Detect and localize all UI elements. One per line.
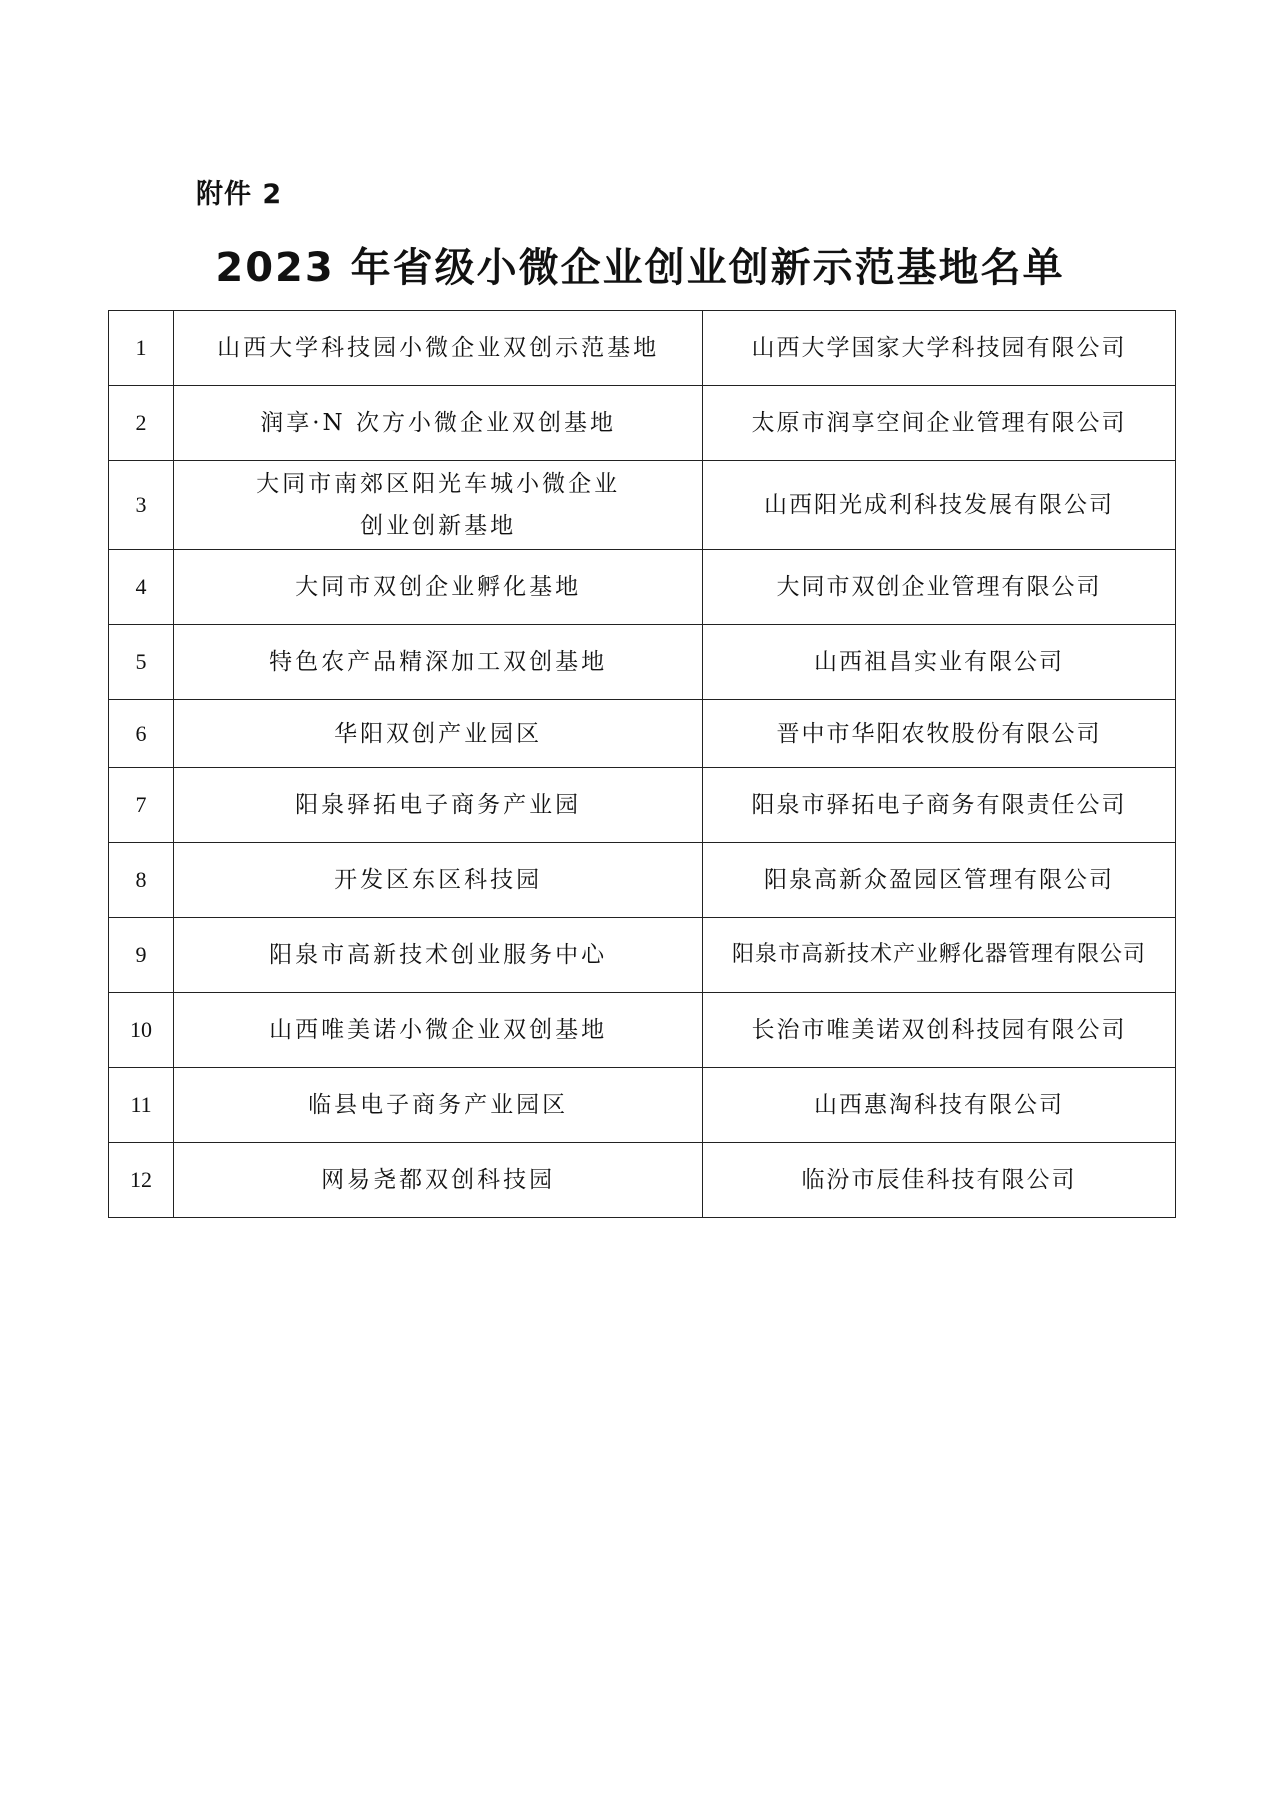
operator-company: 山西祖昌实业有限公司 (703, 625, 1176, 700)
row-number: 11 (109, 1068, 174, 1143)
base-name: 网易尧都双创科技园 (174, 1143, 703, 1218)
row-number: 5 (109, 625, 174, 700)
operator-company: 太原市润享空间企业管理有限公司 (703, 386, 1176, 461)
base-name: 山西大学科技园小微企业双创示范基地 (174, 311, 703, 386)
attachment-label: 附件 2 (196, 179, 283, 210)
operator-company: 山西惠淘科技有限公司 (703, 1068, 1176, 1143)
operator-company: 晋中市华阳农牧股份有限公司 (703, 700, 1176, 768)
row-number: 1 (109, 311, 174, 386)
row-number: 8 (109, 843, 174, 918)
row-number: 4 (109, 550, 174, 625)
table-row (109, 386, 1176, 461)
operator-company: 临汾市辰佳科技有限公司 (703, 1143, 1176, 1218)
operator-company: 阳泉高新众盈园区管理有限公司 (703, 843, 1176, 918)
operator-company: 山西大学国家大学科技园有限公司 (703, 311, 1176, 386)
row-number: 12 (109, 1143, 174, 1218)
table-row (109, 311, 1176, 386)
operator-company: 大同市双创企业管理有限公司 (703, 550, 1176, 625)
row-number: 6 (109, 700, 174, 768)
base-name: 山西唯美诺小微企业双创基地 (174, 993, 703, 1068)
row-number: 9 (109, 918, 174, 993)
demonstration-base-table (108, 310, 1176, 1218)
base-name-line: 大同市南郊区阳光车城小微企业 (256, 471, 621, 497)
operator-company: 阳泉市高新技术产业孵化器管理有限公司 (703, 918, 1176, 993)
operator-company: 长治市唯美诺双创科技园有限公司 (703, 993, 1176, 1068)
table-row (109, 700, 1176, 768)
base-name: 特色农产品精深加工双创基地 (174, 625, 703, 700)
row-number: 2 (109, 386, 174, 461)
base-name: 阳泉驿拓电子商务产业园 (174, 768, 703, 843)
base-name: 开发区东区科技园 (174, 843, 703, 918)
table-row (109, 768, 1176, 843)
operator-company: 阳泉市驿拓电子商务有限责任公司 (703, 768, 1176, 843)
table-row (109, 918, 1176, 993)
base-name: 阳泉市高新技术创业服务中心 (174, 918, 703, 993)
base-name (174, 461, 703, 550)
table-row (109, 550, 1176, 625)
table-row (109, 461, 1176, 550)
base-name: 临县电子商务产业园区 (174, 1068, 703, 1143)
row-number: 3 (109, 461, 174, 550)
base-name: 润享·N 次方小微企业双创基地 (174, 386, 703, 461)
table-row (109, 993, 1176, 1068)
operator-company: 山西阳光成利科技发展有限公司 (703, 461, 1176, 550)
page-title: 2023 年省级小微企业创业创新示范基地名单 (215, 245, 1065, 291)
table-row (109, 625, 1176, 700)
table-row (109, 1143, 1176, 1218)
base-name-line: 创业创新基地 (360, 513, 517, 539)
base-name: 华阳双创产业园区 (174, 700, 703, 768)
table-row (109, 1068, 1176, 1143)
table-row (109, 843, 1176, 918)
base-name: 大同市双创企业孵化基地 (174, 550, 703, 625)
row-number: 10 (109, 993, 174, 1068)
row-number: 7 (109, 768, 174, 843)
